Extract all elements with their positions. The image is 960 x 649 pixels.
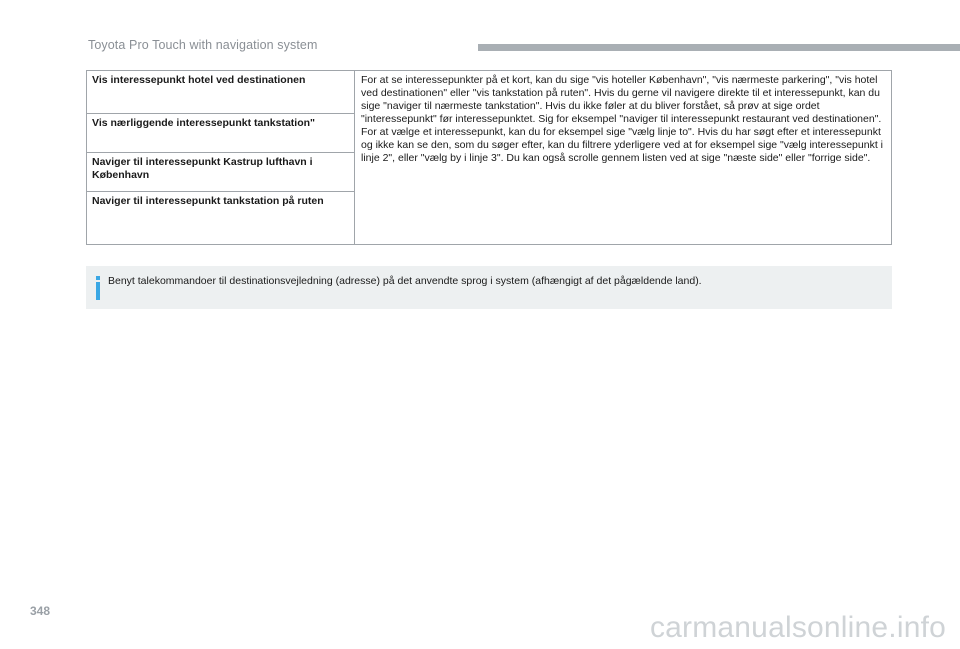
command-row: Naviger til interessepunkt Kastrup lufthavn i København (87, 152, 354, 191)
info-icon (94, 276, 104, 300)
command-row: Vis interessepunkt hotel ved destinationen (92, 74, 306, 86)
info-note (86, 266, 892, 309)
header-bar (478, 44, 960, 51)
watermark: carmanualsonline.info (649, 611, 946, 644)
command-description: For at se interessepunkter på et kort, kan du sige "vis hoteller København", "vis nærmeste parkering", "vis hotel ved destinationen" eller "vis tankstation på ruten". Hvis du gerne vil navigere direkte til et interessepunkt, kan du sige "naviger til nærmeste tankstation". Hvis du ikke føler at du bliver forstået, så prøv at sige ordet "interessepunkt" før interessepunktet. Sig for eksempel "naviger til interessepunkt restaurant ved destinationen". For at vælge et interessepunkt, kan du for eksempel sige "vælg linje to". Hvis du har søgt efter et interessepunkt og ikke kan se den, som du søger efter, kan du filtrere yderligere ved at for eksempel sige "vælg interessepunkt i linje 2", eller "vælg by i linje 3". Du kan også scrolle gennem listen ved at sige "næste side" eller "forrige side". (361, 74, 883, 164)
info-note-text: Benyt talekommandoer til destinationsvejledning (adresse) på det anvendte sprog i system (afhængigt af det pågældende land). (108, 275, 702, 287)
command-row: Naviger til interessepunkt tankstation på ruten (87, 191, 354, 244)
command-row: Vis nærliggende interessepunkt tankstation" (87, 113, 354, 152)
voice-command-table (86, 70, 892, 245)
command-column (87, 71, 355, 244)
page-header-title: Toyota Pro Touch with navigation system (88, 38, 318, 52)
page-number: 348 (30, 604, 51, 618)
